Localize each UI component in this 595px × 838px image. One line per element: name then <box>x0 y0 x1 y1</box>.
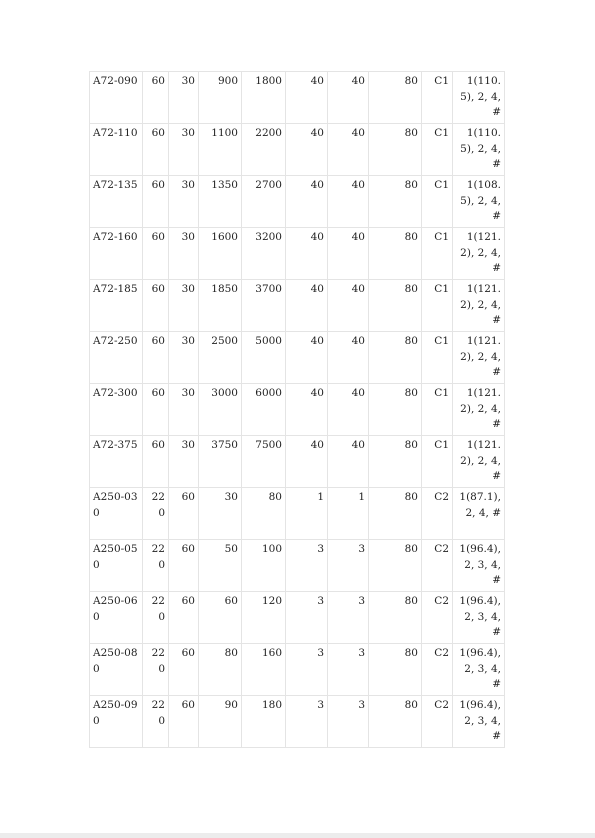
table-row <box>90 176 505 228</box>
value-cell: 7500 <box>242 436 286 488</box>
value-cell: 2700 <box>242 176 286 228</box>
note-cell: 1(96.4), 2, 3, 4, # <box>453 696 505 748</box>
value-cell: 30 <box>169 384 199 436</box>
value-cell: 40 <box>328 384 369 436</box>
value-cell: 1350 <box>199 176 242 228</box>
model-cell: A72-160 <box>90 228 143 280</box>
value-cell: 2200 <box>242 124 286 176</box>
value-cell: 80 <box>369 124 422 176</box>
spec-table-body <box>90 72 505 748</box>
value-cell: 40 <box>286 72 328 124</box>
value-cell: 80 <box>369 228 422 280</box>
value-cell: 90 <box>199 696 242 748</box>
model-cell: A250-030 <box>90 488 143 540</box>
note-cell: 1(87.1), 2, 4, # <box>453 488 505 540</box>
value-cell: 60 <box>169 540 199 592</box>
value-cell: 60 <box>169 592 199 644</box>
note-cell: 1(96.4), 2, 3, 4, # <box>453 644 505 696</box>
value-cell: 40 <box>286 384 328 436</box>
value-cell: 3 <box>328 644 369 696</box>
value-cell: 220 <box>143 644 169 696</box>
value-cell: 80 <box>369 696 422 748</box>
table-row <box>90 228 505 280</box>
note-cell: 1(121.2), 2, 4, # <box>453 228 505 280</box>
value-cell: 180 <box>242 696 286 748</box>
value-cell: 3 <box>286 696 328 748</box>
value-cell: 50 <box>199 540 242 592</box>
value-cell: 60 <box>143 280 169 332</box>
table-row <box>90 644 505 696</box>
value-cell: 3 <box>286 540 328 592</box>
value-cell: 40 <box>286 124 328 176</box>
value-cell: 1850 <box>199 280 242 332</box>
value-cell: 220 <box>143 696 169 748</box>
class-cell: C1 <box>422 176 453 228</box>
value-cell: 6000 <box>242 384 286 436</box>
page-bottom-edge <box>0 833 595 838</box>
spec-table <box>89 71 505 748</box>
note-cell: 1(108.5), 2, 4, # <box>453 176 505 228</box>
model-cell: A72-300 <box>90 384 143 436</box>
class-cell: C2 <box>422 696 453 748</box>
value-cell: 80 <box>199 644 242 696</box>
value-cell: 80 <box>369 488 422 540</box>
value-cell: 40 <box>328 176 369 228</box>
value-cell: 120 <box>242 592 286 644</box>
value-cell: 80 <box>369 644 422 696</box>
model-cell: A72-185 <box>90 280 143 332</box>
value-cell: 60 <box>143 72 169 124</box>
note-cell: 1(110.5), 2, 4, # <box>453 72 505 124</box>
note-cell: 1(121.2), 2, 4, # <box>453 436 505 488</box>
model-cell: A72-090 <box>90 72 143 124</box>
value-cell: 30 <box>169 228 199 280</box>
class-cell: C1 <box>422 72 453 124</box>
value-cell: 30 <box>169 280 199 332</box>
class-cell: C1 <box>422 384 453 436</box>
value-cell: 900 <box>199 72 242 124</box>
value-cell: 30 <box>169 124 199 176</box>
class-cell: C2 <box>422 488 453 540</box>
value-cell: 30 <box>169 176 199 228</box>
value-cell: 160 <box>242 644 286 696</box>
table-row <box>90 384 505 436</box>
table-row <box>90 696 505 748</box>
value-cell: 60 <box>143 436 169 488</box>
value-cell: 40 <box>328 72 369 124</box>
table-row <box>90 124 505 176</box>
class-cell: C1 <box>422 332 453 384</box>
value-cell: 40 <box>286 436 328 488</box>
class-cell: C2 <box>422 540 453 592</box>
model-cell: A72-135 <box>90 176 143 228</box>
value-cell: 60 <box>143 124 169 176</box>
model-cell: A250-090 <box>90 696 143 748</box>
value-cell: 60 <box>199 592 242 644</box>
note-cell: 1(121.2), 2, 4, # <box>453 280 505 332</box>
value-cell: 3 <box>328 696 369 748</box>
value-cell: 60 <box>169 488 199 540</box>
value-cell: 3750 <box>199 436 242 488</box>
model-cell: A72-110 <box>90 124 143 176</box>
value-cell: 40 <box>328 436 369 488</box>
value-cell: 220 <box>143 540 169 592</box>
value-cell: 60 <box>143 228 169 280</box>
table-row <box>90 488 505 540</box>
class-cell: C1 <box>422 280 453 332</box>
value-cell: 220 <box>143 592 169 644</box>
value-cell: 80 <box>369 540 422 592</box>
value-cell: 40 <box>286 280 328 332</box>
model-cell: A250-080 <box>90 644 143 696</box>
note-cell: 1(121.2), 2, 4, # <box>453 384 505 436</box>
model-cell: A72-250 <box>90 332 143 384</box>
value-cell: 40 <box>286 332 328 384</box>
value-cell: 60 <box>169 644 199 696</box>
note-cell: 1(110.5), 2, 4, # <box>453 124 505 176</box>
value-cell: 3200 <box>242 228 286 280</box>
value-cell: 80 <box>369 332 422 384</box>
class-cell: C1 <box>422 436 453 488</box>
value-cell: 3000 <box>199 384 242 436</box>
table-row <box>90 332 505 384</box>
value-cell: 3 <box>328 592 369 644</box>
value-cell: 80 <box>369 384 422 436</box>
value-cell: 60 <box>143 176 169 228</box>
table-row <box>90 540 505 592</box>
model-cell: A250-050 <box>90 540 143 592</box>
value-cell: 80 <box>242 488 286 540</box>
value-cell: 30 <box>169 436 199 488</box>
value-cell: 2500 <box>199 332 242 384</box>
value-cell: 40 <box>328 280 369 332</box>
value-cell: 1600 <box>199 228 242 280</box>
value-cell: 40 <box>328 228 369 280</box>
class-cell: C1 <box>422 228 453 280</box>
value-cell: 80 <box>369 592 422 644</box>
value-cell: 1100 <box>199 124 242 176</box>
value-cell: 1 <box>286 488 328 540</box>
value-cell: 30 <box>199 488 242 540</box>
value-cell: 1 <box>328 488 369 540</box>
note-cell: 1(96.4), 2, 3, 4, # <box>453 540 505 592</box>
value-cell: 40 <box>328 332 369 384</box>
value-cell: 30 <box>169 332 199 384</box>
value-cell: 3 <box>286 644 328 696</box>
value-cell: 5000 <box>242 332 286 384</box>
table-row <box>90 72 505 124</box>
value-cell: 40 <box>328 124 369 176</box>
table-row <box>90 592 505 644</box>
value-cell: 60 <box>143 332 169 384</box>
model-cell: A250-060 <box>90 592 143 644</box>
value-cell: 80 <box>369 176 422 228</box>
value-cell: 100 <box>242 540 286 592</box>
value-cell: 80 <box>369 436 422 488</box>
class-cell: C2 <box>422 644 453 696</box>
value-cell: 1800 <box>242 72 286 124</box>
model-cell: A72-375 <box>90 436 143 488</box>
value-cell: 80 <box>369 280 422 332</box>
class-cell: C2 <box>422 592 453 644</box>
value-cell: 60 <box>169 696 199 748</box>
note-cell: 1(96.4), 2, 3, 4, # <box>453 592 505 644</box>
class-cell: C1 <box>422 124 453 176</box>
note-cell: 1(121.2), 2, 4, # <box>453 332 505 384</box>
value-cell: 40 <box>286 228 328 280</box>
value-cell: 3 <box>286 592 328 644</box>
value-cell: 3 <box>328 540 369 592</box>
value-cell: 3700 <box>242 280 286 332</box>
value-cell: 80 <box>369 72 422 124</box>
value-cell: 30 <box>169 72 199 124</box>
value-cell: 220 <box>143 488 169 540</box>
value-cell: 60 <box>143 384 169 436</box>
table-row <box>90 280 505 332</box>
value-cell: 40 <box>286 176 328 228</box>
table-row <box>90 436 505 488</box>
